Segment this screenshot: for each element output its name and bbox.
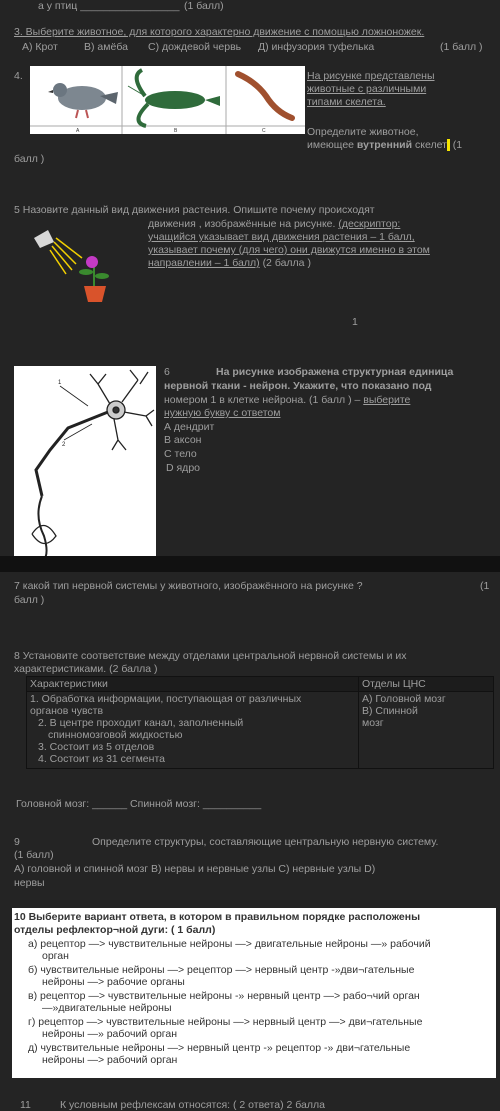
q8-dept-a: А) Головной мозг [362, 693, 446, 705]
q5-line-3: учащийся указывает вид движения растения – 1 балл, [148, 231, 415, 243]
q3-score: (1 балл ) [440, 41, 483, 53]
q6-option-b: В аксон [164, 434, 202, 446]
q4-label-c: С [262, 128, 266, 134]
q5-line-2: движения , изображённые на рисунке. (дескриптор: [148, 218, 401, 230]
q10-line-1: 10 Выберите вариант ответа, в котором в правильном порядке расположены [14, 911, 421, 923]
q10-option-d: г) рецептор —> чувствительные нейроны —> нервный центр —> дви¬гательные [28, 1016, 423, 1028]
q7-line-2: балл ) [14, 594, 45, 606]
q8-char-3: 3. Состоит из 5 отделов [38, 741, 155, 753]
crayfish-icon [128, 70, 220, 126]
q3-option-b: В) амёба [84, 41, 128, 53]
plant-lamp-image [30, 226, 120, 306]
q6-number: 6 [164, 366, 170, 378]
q8-char-4: 4. Состоит из 31 сегмента [38, 753, 165, 765]
q9-line-2: (1 балл) [14, 849, 54, 861]
q8-dept-b: В) Спинной [362, 705, 418, 717]
page-number: 1 [352, 316, 358, 328]
plant-pot-icon [79, 256, 109, 302]
top-line: а у птиц _________________ [38, 0, 180, 12]
q4-label-a: А [76, 128, 80, 134]
q4-label-b: В [174, 128, 178, 134]
q8-header-departments: Отделы ЦНС [359, 677, 494, 692]
q4-text-6: балл ) [14, 153, 45, 165]
q6-option-d: D ядро [166, 462, 200, 474]
q11-number: 11 [20, 1099, 31, 1111]
q8-char-2: 2. В центре проходит канал, заполненный [38, 717, 244, 729]
q4-text-4: Определите животное, [307, 126, 419, 138]
q8-char-2b: спинномозговой жидкостью [48, 729, 183, 741]
q3-question: 3. Выберите животное, для которого характерно движение с помощью ложноножек. [14, 26, 425, 38]
q4-text-3: типами скелета. [307, 96, 386, 108]
q3-option-c: С) дождевой червь [148, 41, 242, 53]
q8-line-1: 8 Установите соответствие между отделами центральной нервной системы и их [14, 650, 407, 662]
q4-number: 4. [14, 70, 23, 82]
q6-line-4: нужную букву с ответом [164, 407, 281, 419]
q5-line-1: 5 Назовите данный вид движения растения. Опишите почему происходят [14, 204, 375, 216]
q10-option-a2: орган [42, 950, 69, 962]
q10-option-d2: нейроны —» рабочий орган [42, 1028, 178, 1040]
q4-text-2: животные с различными [307, 83, 427, 95]
q5-line-4: указывает почему (для чего) они движутся именно в этом [148, 244, 430, 256]
q10-option-e2: нейроны —> рабочий орган [42, 1054, 178, 1066]
q10-option-a: а) рецептор —> чувствительные нейроны —> двигательные нейроны —» рабочий [28, 938, 431, 950]
neuron-label-2: 2 [62, 442, 66, 448]
q9-number: 9 [14, 836, 20, 848]
q6-option-c: С тело [164, 448, 197, 460]
q7-score: (1 [480, 580, 490, 592]
q6-line-2: нервной ткани - нейрон. Укажите, что показано под [164, 380, 432, 392]
q10-option-c2: —»двигательные нейроны [42, 1002, 172, 1014]
q6-line-3: номером 1 в клетке нейрона. (1 балл ) – выберите [164, 394, 411, 406]
q8-header-characteristics: Характеристики [27, 677, 359, 692]
q10-option-b2: нейроны —> рабочие органы [42, 976, 185, 988]
pigeon-icon [48, 83, 118, 118]
q7-line-1: 7 какой тип нервной системы у животного, изображённого на рисунке ? [14, 580, 363, 592]
page-break [0, 556, 500, 572]
q4-text-5: имеющее вутренний скелет (1 [307, 139, 463, 151]
lamp-icon [34, 230, 82, 274]
q10-line-2: отделы рефлектор¬ной дуги: ( 1 балл) [14, 924, 216, 936]
q8-char-1b: органов чувств [30, 705, 104, 717]
q6-option-a: А дендрит [164, 421, 215, 433]
animals-image [30, 66, 305, 134]
q10-option-e: д) чувствительные нейроны —> нервный центр -» рецептор -» дви¬гательные [28, 1042, 411, 1054]
q10-option-b: б) чувствительные нейроны —> рецептор —> нервный центр -»дви¬гательные [28, 964, 415, 976]
top-score: (1 балл) [184, 0, 224, 12]
q4-text-1: На рисунке представлены [307, 70, 435, 82]
q9-line-4: нервы [14, 877, 45, 889]
q10-option-c: в) рецептор —> чувствительные нейроны -» нервный центр —> рабо¬чий орган [28, 990, 420, 1002]
neuron-label-1: 1 [58, 380, 62, 386]
q3-option-a: А) Крот [22, 41, 58, 53]
q5-line-5: направлении – 1 балл) (2 балла ) [148, 257, 311, 269]
q8-line-2: характеристиками. (2 балла ) [14, 663, 158, 675]
neuron-icon [32, 370, 154, 562]
q10-box [12, 908, 496, 1078]
q6-line-1: На рисунке изображена структурная единица [216, 366, 454, 378]
neuron-image [14, 366, 156, 562]
q8-dept-b2: мозг [362, 717, 384, 729]
q9-line-3: А) головной и спинной мозг В) нервы и нервные узлы С) нервные узлы D) [14, 863, 376, 875]
q8-table [26, 676, 494, 769]
worm-icon [238, 74, 292, 118]
q8-answer-line: Головной мозг: ______ Спинной мозг: __________ [16, 798, 262, 810]
q11-text: К условным рефлексам относятся: ( 2 ответа) 2 балла [60, 1099, 325, 1111]
q9-line-1: Определите структуры, составляющие центральную нервную систему. [92, 836, 439, 848]
q8-char-1: 1. Обработка информации, поступающая от различных [30, 693, 302, 705]
q3-option-d: Д) инфузория туфелька [258, 41, 375, 53]
